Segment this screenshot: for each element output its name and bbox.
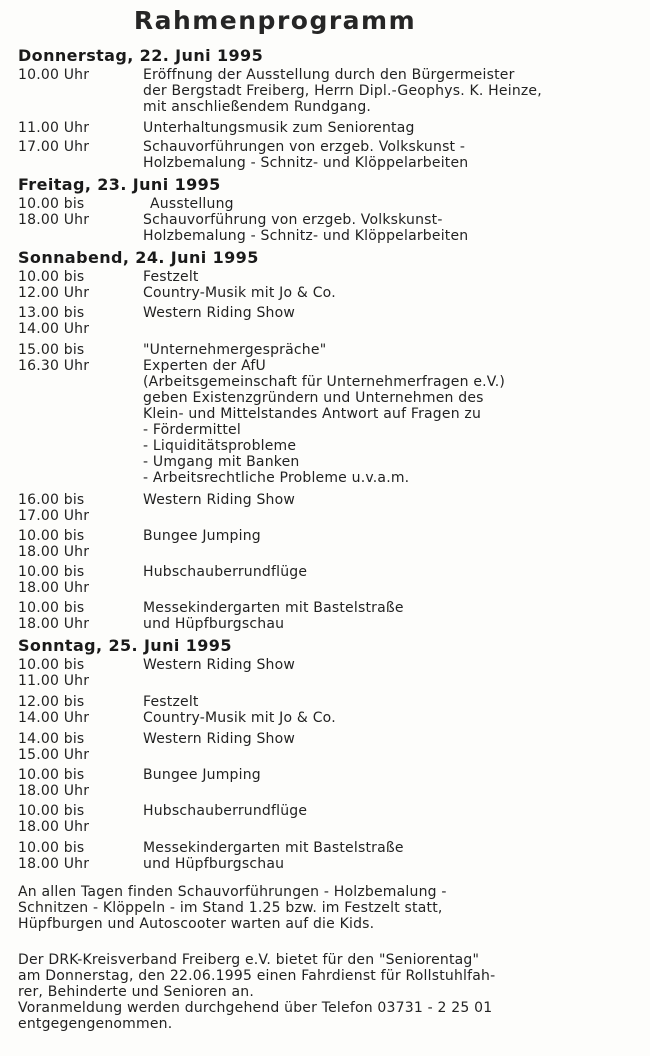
event-desc: Unterhaltungsmusik zum Seniorentag bbox=[143, 120, 415, 136]
event-desc: Ausstellung bbox=[150, 196, 234, 212]
event-desc: Western Riding Show bbox=[143, 305, 296, 321]
note-line: entgegengenommen. bbox=[18, 1016, 173, 1032]
event-desc: (Arbeitsgemeinschaft für Unternehmerfragen e.V.) bbox=[143, 374, 506, 390]
event-time: 14.00 bis bbox=[18, 731, 85, 747]
event-desc: Bungee Jumping bbox=[143, 767, 261, 783]
event-desc: Schauvorführung von erzgeb. Volkskunst- bbox=[143, 212, 443, 228]
event-time: 17.00 Uhr bbox=[18, 139, 90, 155]
event-time: 17.00 Uhr bbox=[18, 508, 90, 524]
day-heading-friday: Freitag, 23. Juni 1995 bbox=[18, 175, 221, 194]
event-desc-bullet: - Fördermittel bbox=[143, 422, 241, 438]
event-desc: Festzelt bbox=[143, 269, 199, 285]
event-time: 18.00 Uhr bbox=[18, 616, 90, 632]
event-time: 14.00 Uhr bbox=[18, 710, 90, 726]
event-time: 18.00 Uhr bbox=[18, 856, 90, 872]
note-line: am Donnerstag, den 22.06.1995 einen Fahrdienst für Rollstuhlfah- bbox=[18, 968, 496, 984]
note-line: Schnitzen - Klöppeln - im Stand 1.25 bzw. im Festzelt statt, bbox=[18, 900, 443, 916]
note-line: Voranmeldung werden durchgehend über Telefon 03731 - 2 25 01 bbox=[18, 1000, 493, 1016]
event-desc: Western Riding Show bbox=[143, 731, 296, 747]
event-time: 18.00 Uhr bbox=[18, 783, 90, 799]
event-time: 10.00 bis bbox=[18, 196, 85, 212]
event-desc: Messekindergarten mit Bastelstraße bbox=[143, 600, 404, 616]
event-desc: und Hüpfburgschau bbox=[143, 616, 285, 632]
note-line: Hüpfburgen und Autoscooter warten auf die Kids. bbox=[18, 916, 375, 932]
event-time: 11.00 Uhr bbox=[18, 120, 90, 136]
event-desc-bullet: - Liquiditätsprobleme bbox=[143, 438, 297, 454]
event-time: 10.00 bis bbox=[18, 803, 85, 819]
event-desc: mit anschließendem Rundgang. bbox=[143, 99, 372, 115]
event-time: 10.00 bis bbox=[18, 600, 85, 616]
event-desc: Festzelt bbox=[143, 694, 199, 710]
event-time: 10.00 bis bbox=[18, 528, 85, 544]
event-desc: Klein- und Mittelstandes Antwort auf Fragen zu bbox=[143, 406, 482, 422]
event-time: 14.00 Uhr bbox=[18, 321, 90, 337]
event-time: 10.00 bis bbox=[18, 564, 85, 580]
day-heading-sunday: Sonntag, 25. Juni 1995 bbox=[18, 636, 232, 655]
event-desc: Messekindergarten mit Bastelstraße bbox=[143, 840, 404, 856]
event-time: 10.00 Uhr bbox=[18, 67, 90, 83]
event-time: 18.00 Uhr bbox=[18, 212, 90, 228]
event-time: 13.00 bis bbox=[18, 305, 85, 321]
event-desc: Country-Musik mit Jo & Co. bbox=[143, 710, 336, 726]
event-time: 16.00 bis bbox=[18, 492, 85, 508]
event-desc: Western Riding Show bbox=[143, 657, 296, 673]
event-time: 15.00 bis bbox=[18, 342, 85, 358]
note-line: rer, Behinderte und Senioren an. bbox=[18, 984, 254, 1000]
day-heading-thursday: Donnerstag, 22. Juni 1995 bbox=[18, 46, 264, 65]
page-title: Rahmenprogramm bbox=[133, 6, 417, 35]
event-desc: Experten der AfU bbox=[143, 358, 266, 374]
day-heading-saturday: Sonnabend, 24. Juni 1995 bbox=[18, 248, 259, 267]
event-time: 12.00 bis bbox=[18, 694, 85, 710]
event-time: 11.00 Uhr bbox=[18, 673, 90, 689]
event-desc-bullet: - Arbeitsrechtliche Probleme u.v.a.m. bbox=[143, 470, 410, 486]
event-desc: Hubschauberrundflüge bbox=[143, 803, 308, 819]
event-time: 10.00 bis bbox=[18, 840, 85, 856]
note-line: Der DRK-Kreisverband Freiberg e.V. bietet für den "Seniorentag" bbox=[18, 952, 480, 968]
event-desc: Eröffnung der Ausstellung durch den Bürgermeister bbox=[143, 67, 515, 83]
event-desc: "Unternehmergespräche" bbox=[143, 342, 327, 358]
event-time: 10.00 bis bbox=[18, 657, 85, 673]
event-time: 18.00 Uhr bbox=[18, 544, 90, 560]
event-desc: und Hüpfburgschau bbox=[143, 856, 285, 872]
event-desc: Schauvorführungen von erzgeb. Volkskunst - bbox=[143, 139, 466, 155]
event-desc: Holzbemalung - Schnitz- und Klöppelarbeiten bbox=[143, 228, 469, 244]
event-time: 18.00 Uhr bbox=[18, 580, 90, 596]
event-desc: der Bergstadt Freiberg, Herrn Dipl.-Geophys. K. Heinze, bbox=[143, 83, 542, 99]
event-desc: Western Riding Show bbox=[143, 492, 296, 508]
event-time: 10.00 bis bbox=[18, 767, 85, 783]
event-desc: Hubschauberrundflüge bbox=[143, 564, 308, 580]
event-time: 15.00 Uhr bbox=[18, 747, 90, 763]
event-desc: Country-Musik mit Jo & Co. bbox=[143, 285, 336, 301]
event-time: 18.00 Uhr bbox=[18, 819, 90, 835]
event-time: 10.00 bis bbox=[18, 269, 85, 285]
event-time: 16.30 Uhr bbox=[18, 358, 90, 374]
note-line: An allen Tagen finden Schauvorführungen - Holzbemalung - bbox=[18, 884, 447, 900]
event-time: 12.00 Uhr bbox=[18, 285, 90, 301]
event-desc: Holzbemalung - Schnitz- und Klöppelarbeiten bbox=[143, 155, 469, 171]
event-desc: geben Existenzgründern und Unternehmen des bbox=[143, 390, 484, 406]
event-desc-bullet: - Umgang mit Banken bbox=[143, 454, 300, 470]
event-desc: Bungee Jumping bbox=[143, 528, 261, 544]
